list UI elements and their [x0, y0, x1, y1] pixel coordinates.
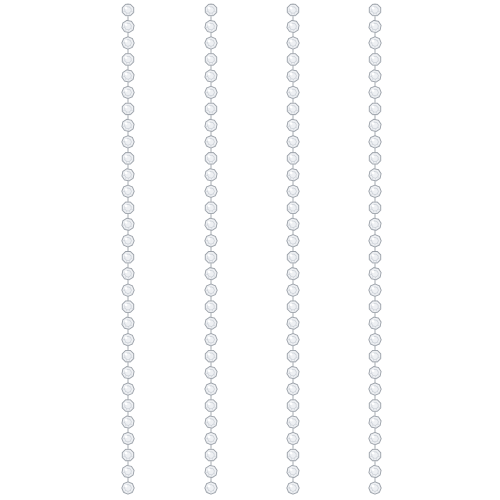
- crystal-bead: [287, 268, 299, 280]
- crystal-bead: [369, 301, 380, 312]
- crystal-bead: [369, 482, 381, 494]
- crystal-bead: [369, 169, 381, 181]
- crystal-bead: [369, 202, 380, 213]
- crystal-bead: [122, 153, 133, 164]
- crystal-bead: [287, 20, 299, 32]
- crystal-bead: [369, 432, 381, 444]
- crystal-bead: [287, 136, 299, 148]
- crystal-bead: [122, 317, 134, 329]
- crystal-bead: [205, 333, 217, 345]
- crystal-bead: [122, 20, 134, 32]
- crystal-bead: [369, 70, 381, 82]
- crystal-bead: [369, 86, 381, 98]
- crystal-bead: [205, 37, 217, 49]
- crystal-bead: [287, 317, 299, 329]
- crystal-bead: [122, 218, 134, 230]
- crystal-bead: [287, 383, 299, 395]
- crystal-bead: [205, 185, 217, 197]
- crystal-bead: [122, 333, 134, 345]
- crystal-bead: [287, 301, 298, 312]
- crystal-bead: [122, 383, 134, 395]
- crystal-bead: [287, 202, 298, 213]
- crystal-bead: [205, 235, 217, 247]
- crystal-bead: [122, 432, 134, 444]
- crystal-bead: [205, 400, 216, 411]
- crystal-bead: [369, 416, 381, 428]
- crystal-bead: [287, 54, 298, 65]
- crystal-bead: [287, 252, 298, 263]
- crystal-bead: [205, 153, 216, 164]
- crystal-bead: [287, 333, 299, 345]
- crystal-bead: [369, 103, 380, 114]
- crystal-bead: [122, 185, 134, 197]
- crystal-bead: [122, 350, 133, 361]
- crystal-bead: [369, 4, 380, 15]
- crystal-bead: [369, 153, 380, 164]
- crystal-bead: [205, 465, 217, 477]
- crystal-bead: [287, 449, 298, 460]
- crystal-bead: [369, 400, 380, 411]
- crystal-bead: [205, 416, 217, 428]
- crystal-bead: [369, 119, 381, 131]
- crystal-bead: [287, 367, 299, 379]
- crystal-bead: [205, 54, 216, 65]
- crystal-bead: [122, 449, 133, 460]
- crystal-bead: [369, 37, 381, 49]
- crystal-bead: [287, 119, 299, 131]
- crystal-bead: [205, 202, 216, 213]
- crystal-bead: [205, 4, 216, 15]
- crystal-bead: [122, 268, 134, 280]
- crystal-bead: [205, 218, 217, 230]
- crystal-bead: [205, 350, 216, 361]
- crystal-bead: [287, 416, 299, 428]
- crystal-bead: [369, 185, 381, 197]
- crystal-bead: [205, 136, 217, 148]
- crystal-bead: [122, 4, 133, 15]
- crystal-bead: [369, 218, 381, 230]
- crystal-bead: [287, 400, 298, 411]
- crystal-bead: [287, 153, 298, 164]
- crystal-bead: [205, 449, 216, 460]
- crystal-bead: [205, 119, 217, 131]
- crystal-bead: [369, 333, 381, 345]
- crystal-bead: [369, 465, 381, 477]
- crystal-bead: [122, 367, 134, 379]
- crystal-bead: [122, 252, 133, 263]
- crystal-bead: [369, 350, 380, 361]
- crystal-bead: [122, 70, 134, 82]
- crystal-bead: [287, 465, 299, 477]
- crystal-bead: [369, 235, 381, 247]
- crystal-bead: [369, 284, 381, 296]
- crystal-bead: [205, 317, 217, 329]
- crystal-bead: [287, 4, 298, 15]
- crystal-bead: [205, 367, 217, 379]
- crystal-bead: [205, 70, 217, 82]
- crystal-bead: [122, 103, 133, 114]
- crystal-bead: [122, 301, 133, 312]
- crystal-bead: [122, 37, 134, 49]
- crystal-bead: [205, 268, 217, 280]
- crystal-bead: [122, 136, 134, 148]
- crystal-bead: [287, 86, 299, 98]
- crystal-bead: [287, 218, 299, 230]
- crystal-bead: [205, 482, 217, 494]
- crystal-bead: [369, 20, 381, 32]
- crystal-bead: [205, 284, 217, 296]
- crystal-bead: [287, 37, 299, 49]
- crystal-bead: [369, 449, 380, 460]
- crystal-bead: [369, 383, 381, 395]
- crystal-bead: [122, 86, 134, 98]
- crystal-bead: [122, 465, 134, 477]
- crystal-bead: [205, 20, 217, 32]
- crystal-bead: [122, 202, 133, 213]
- crystal-bead: [122, 235, 134, 247]
- crystal-bead: [122, 169, 134, 181]
- crystal-bead: [122, 284, 134, 296]
- crystal-bead: [369, 268, 381, 280]
- crystal-bead: [122, 482, 134, 494]
- crystal-bead: [287, 103, 298, 114]
- crystal-bead: [369, 136, 381, 148]
- crystal-bead: [122, 416, 134, 428]
- crystal-bead: [287, 185, 299, 197]
- crystal-bead: [205, 432, 217, 444]
- crystal-bead: [287, 350, 298, 361]
- crystal-bead: [205, 169, 217, 181]
- crystal-bead: [205, 103, 216, 114]
- crystal-bead: [205, 252, 216, 263]
- crystal-bead: [287, 482, 299, 494]
- crystal-bead: [205, 301, 216, 312]
- crystal-bead: [122, 119, 134, 131]
- crystal-bead: [287, 70, 299, 82]
- crystal-bead: [287, 432, 299, 444]
- crystal-bead: [369, 252, 380, 263]
- crystal-bead: [287, 284, 299, 296]
- crystal-bead: [369, 367, 381, 379]
- crystal-bead: [205, 86, 217, 98]
- crystal-bead: [122, 54, 133, 65]
- crystal-bead: [287, 169, 299, 181]
- crystal-bead: [369, 317, 381, 329]
- crystal-bead: [205, 383, 217, 395]
- crystal-bead: [287, 235, 299, 247]
- crystal-bead: [122, 400, 133, 411]
- crystal-bead: [369, 54, 380, 65]
